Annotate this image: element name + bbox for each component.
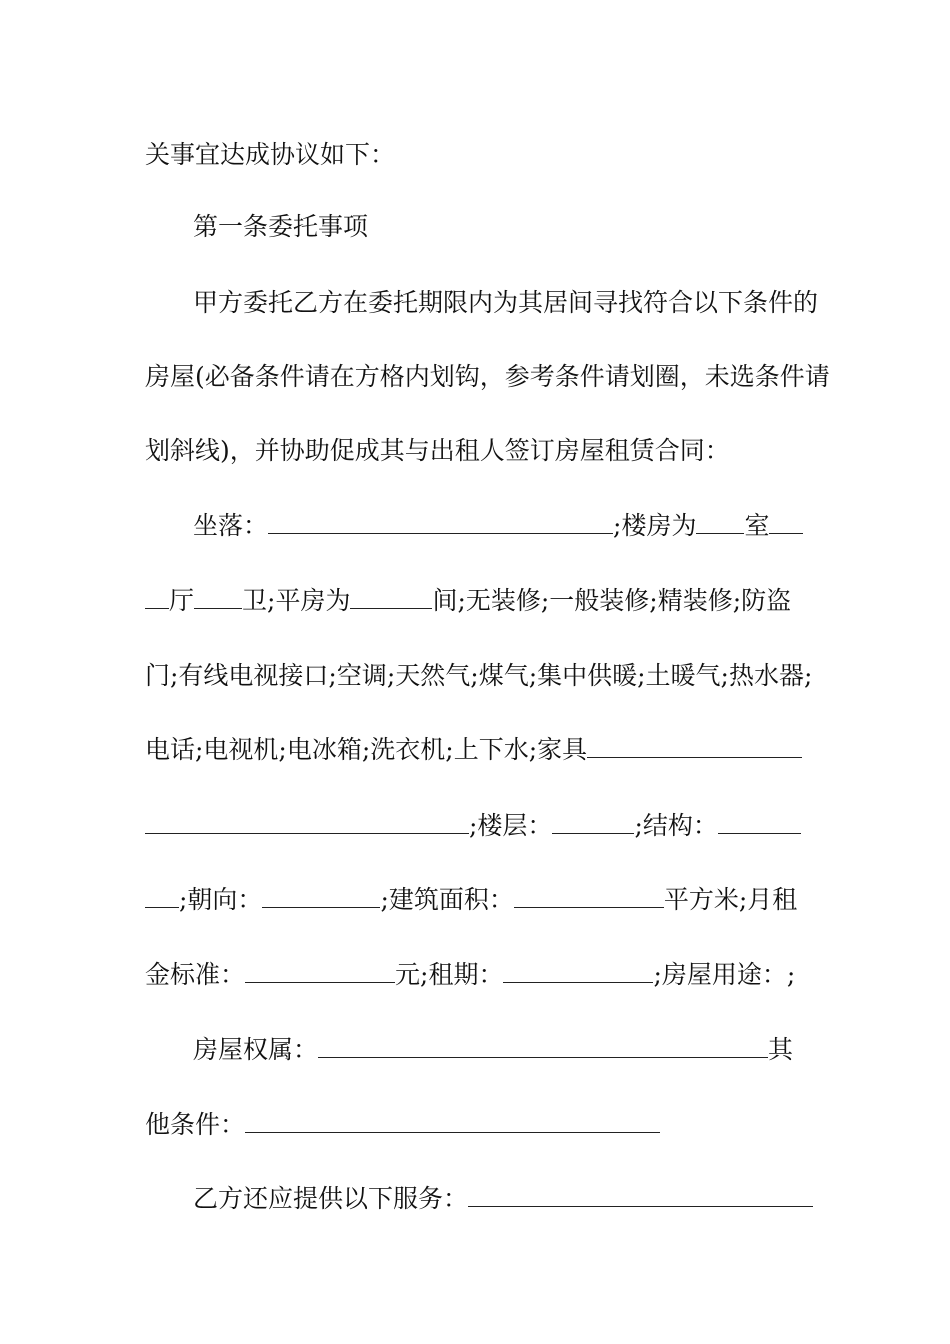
fill-blank[interactable] bbox=[769, 511, 803, 534]
text-line: 划斜线)，并协助促成其与出租人签订房屋租赁合同： bbox=[145, 436, 730, 465]
text-line: 金标准： 元;租期： ;房屋用途：; bbox=[145, 960, 796, 989]
text-line: 他条件： bbox=[145, 1109, 660, 1141]
fill-blank[interactable] bbox=[145, 586, 169, 609]
fill-blank[interactable] bbox=[350, 586, 432, 609]
fill-blank[interactable] bbox=[268, 511, 613, 534]
fill-blank[interactable] bbox=[245, 1110, 660, 1133]
fill-blank[interactable] bbox=[145, 811, 469, 834]
text-line: ;朝向： ;建筑面积： 平方米;月租 bbox=[145, 884, 797, 916]
text-line: 房屋权属： 其 bbox=[193, 1035, 794, 1064]
text-line: 电话;电视机;电冰箱;洗衣机;上下水;家具 bbox=[145, 734, 802, 766]
fill-blank[interactable] bbox=[145, 885, 179, 908]
text-line: ;楼层： ;结构： bbox=[145, 810, 801, 842]
fill-blank[interactable] bbox=[245, 960, 395, 983]
fill-blank[interactable] bbox=[552, 811, 634, 834]
text-line: 坐落： ;楼房为 室 bbox=[193, 510, 803, 542]
fill-blank[interactable] bbox=[318, 1035, 768, 1058]
text-line: 甲方委托乙方在委托期限内为其居间寻找符合以下条件的 bbox=[193, 288, 819, 317]
text-line: 关事宜达成协议如下： bbox=[145, 140, 396, 169]
fill-blank[interactable] bbox=[194, 586, 242, 609]
fill-blank[interactable] bbox=[718, 811, 801, 834]
fill-blank[interactable] bbox=[468, 1184, 813, 1207]
fill-blank[interactable] bbox=[587, 735, 802, 758]
text-line: 门;有线电视接口;空调;天然气;煤气;集中供暖;土暖气;热水器; bbox=[145, 661, 813, 690]
section-heading: 第一条委托事项 bbox=[193, 212, 369, 241]
fill-blank[interactable] bbox=[696, 511, 744, 534]
text-line: 厅 卫;平房为 间;无装修;一般装修;精装修;防盗 bbox=[145, 585, 791, 617]
text-line: 乙方还应提供以下服务： bbox=[193, 1183, 813, 1215]
fill-blank[interactable] bbox=[514, 885, 664, 908]
text-line: 房屋(必备条件请在方格内划钩，参考条件请划圈，未选条件请 bbox=[145, 362, 830, 391]
fill-blank[interactable] bbox=[503, 960, 653, 983]
fill-blank[interactable] bbox=[262, 885, 380, 908]
